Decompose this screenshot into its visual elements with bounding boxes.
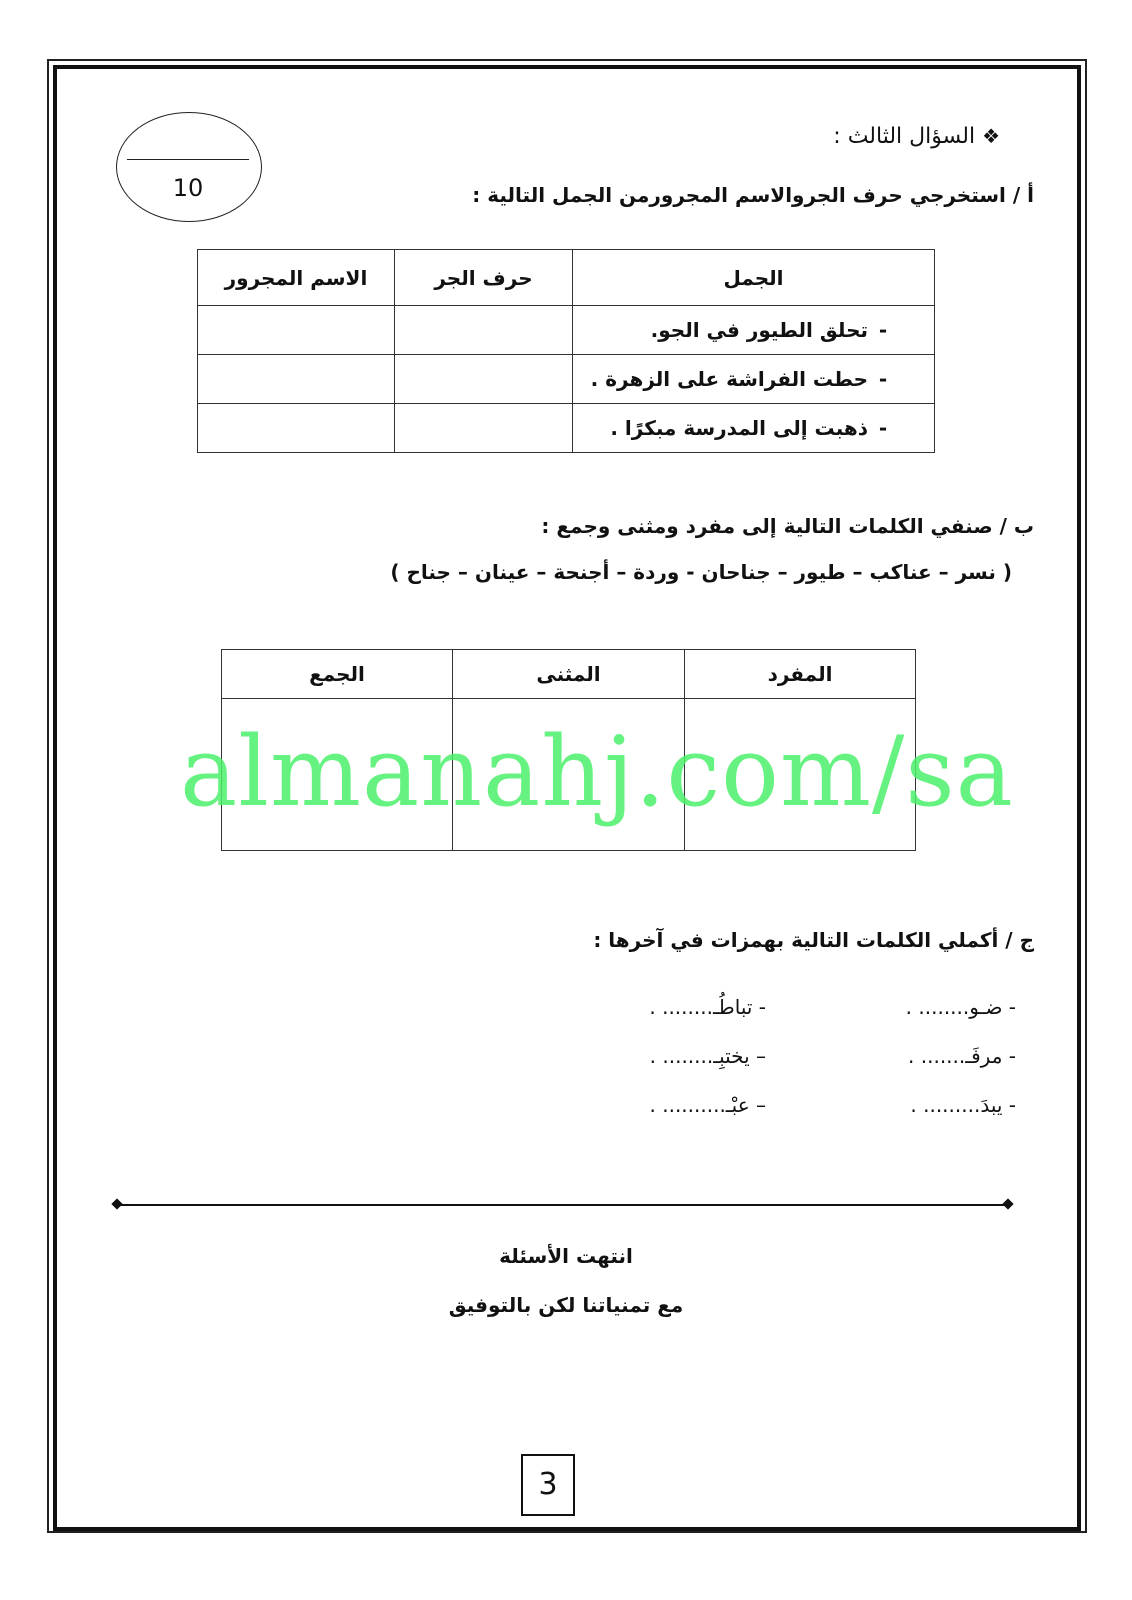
col-header-singular: المفرد <box>685 650 916 699</box>
closing-line-1: انتهت الأسئلة <box>499 1244 633 1268</box>
col-header-preposition: حرف الجر <box>395 250 573 306</box>
col-header-sentences: الجمل <box>573 250 935 306</box>
part-b-instruction: ب / صنفي الكلمات التالية إلى مفرد ومثنى وجمع : <box>541 514 1034 538</box>
divider-line <box>117 1204 1008 1206</box>
answer-cell-preposition[interactable] <box>395 355 573 404</box>
answer-cell-noun[interactable] <box>198 355 395 404</box>
hamza-item: – عبْـ.......... . <box>649 1093 766 1117</box>
answer-cell-dual[interactable] <box>453 699 685 851</box>
part-a-instruction: أ / استخرجي حرف الجروالاسم المجرورمن الجمل التالية : <box>472 183 1034 207</box>
score-blank-line <box>127 159 249 160</box>
hamza-item: - تباطُـ........ . <box>649 995 766 1019</box>
score-oval <box>116 112 262 222</box>
col-header-noun: الاسم المجرور <box>198 250 395 306</box>
part-a-table <box>197 249 935 453</box>
sentence-row: -حطت الفراشة على الزهرة . <box>573 355 935 404</box>
col-header-dual: المثنى <box>453 650 685 699</box>
page-number: 3 <box>521 1454 575 1516</box>
hamza-item: - يبدَ......... . <box>910 1093 1016 1117</box>
answer-cell-plural[interactable] <box>222 699 453 851</box>
closing-line-2: مع تمنياتنا لكن بالتوفيق <box>448 1293 684 1317</box>
hamza-item: - ضـو........ . <box>905 995 1016 1019</box>
sentence-row: -ذهبت إلى المدرسة مبكرًا . <box>573 404 935 453</box>
sentence-row: -تحلق الطيور في الجو. <box>573 306 935 355</box>
watermark: almanahj.com/sa <box>180 716 1014 828</box>
diamond-bullet-icon: ❖ <box>982 124 1000 148</box>
part-b-table <box>221 649 916 851</box>
answer-cell-singular[interactable] <box>685 699 916 851</box>
part-c-instruction: ج / أكملي الكلمات التالية بهمزات في آخرها : <box>593 928 1034 952</box>
col-header-plural: الجمع <box>222 650 453 699</box>
hamza-item: - مرفَـ....... . <box>908 1044 1016 1068</box>
answer-cell-noun[interactable] <box>198 404 395 453</box>
answer-cell-preposition[interactable] <box>395 306 573 355</box>
score-value: 10 <box>172 174 204 202</box>
answer-cell-noun[interactable] <box>198 306 395 355</box>
hamza-item: – يختبِـ........ . <box>649 1044 766 1068</box>
word-list: ( نسر – عناكب – طيور – جناحان - وردة – أجنحة – عينان – جناح ) <box>390 560 1012 584</box>
question-title: ❖ السؤال الثالث : <box>833 124 1000 149</box>
answer-cell-preposition[interactable] <box>395 404 573 453</box>
